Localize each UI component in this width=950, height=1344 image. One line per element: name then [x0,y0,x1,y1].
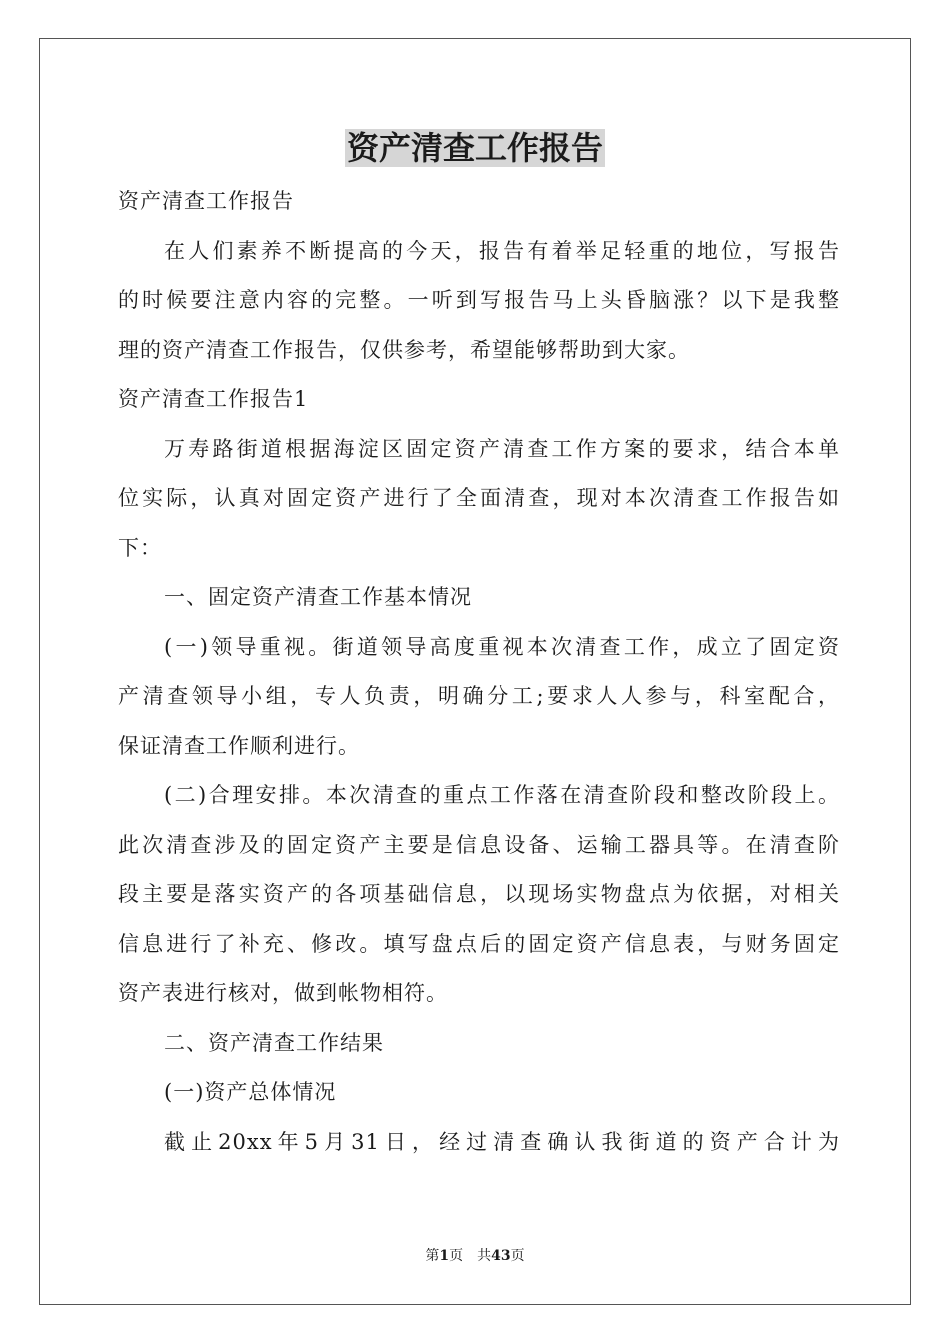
subtitle-line: 资产清查工作报告 [118,189,294,213]
paragraph-line: 保证清查工作顺利进行。 [118,733,360,758]
paragraph-line: 产清查领导小组，专人负责，明确分工;要求人人参与，科室配合， [118,684,840,708]
paragraph-line: 的时候要注意内容的完整。一听到写报告马上头昏脑涨？以下是我整 [118,288,840,312]
paragraph-line: 下： [118,535,162,560]
paragraph-line: (一)领导重视。街道领导高度重视本次清查工作，成立了固定资 [164,634,840,659]
paragraph-line: 在人们素养不断提高的今天，报告有着举足轻重的地位，写报告 [164,238,840,263]
section-heading: 二、资产清查工作结果 [164,1030,384,1055]
total-pages: 43 [491,1248,511,1264]
page-suffix: 页 [449,1248,464,1264]
paragraph-line: 信息进行了补充、修改。填写盘点后的固定资产信息表，与财务固定 [118,931,840,956]
paragraph-line: 此次清查涉及的固定资产主要是信息设备、运输工器具等。在清查阶 [118,832,840,857]
paragraph-line: 位实际，认真对固定资产进行了全面清查，现对本次清查工作报告如 [118,486,840,510]
paragraph-line: 段主要是落实资产的各项基础信息，以现场实物盘点为依据，对相关 [118,882,840,906]
page-number: 1 [439,1248,450,1264]
paragraph-line: 资产表进行核对，做到帐物相符。 [118,981,448,1005]
paragraph-line: (二)合理安排。本次清查的重点工作落在清查阶段和整改阶段上。 [164,783,840,807]
total-prefix: 共 [477,1248,492,1264]
total-suffix: 页 [510,1248,525,1264]
subsection-heading: (一)资产总体情况 [164,1080,337,1104]
section-heading: 一、固定资产清查工作基本情况 [164,585,472,609]
section-heading: 资产清查工作报告1 [118,387,309,411]
paragraph-line: 截止20xx年5月31日，经过清查确认我街道的资产合计为 [164,1129,840,1154]
page-prefix: 第 [425,1248,440,1264]
document-title [0,126,950,170]
page-footer [0,1246,950,1266]
paragraph-line: 万寿路街道根据海淀区固定资产清查工作方案的要求，结合本单 [164,436,840,461]
paragraph-line: 理的资产清查工作报告，仅供参考，希望能够帮助到大家。 [118,337,690,362]
document-body [118,177,840,1167]
document-title-text: 资产清查工作报告 [346,129,603,167]
